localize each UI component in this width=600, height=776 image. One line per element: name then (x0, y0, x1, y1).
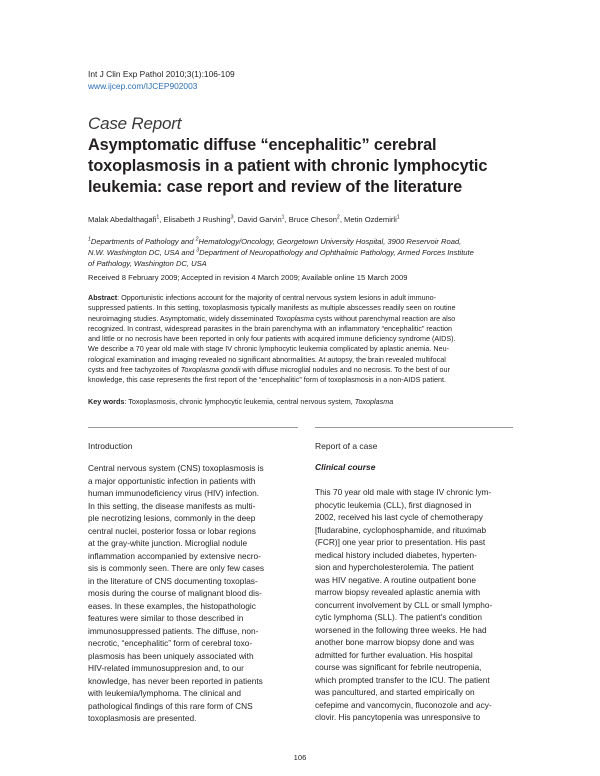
author-affiliation: 1 (396, 214, 400, 221)
intro-line: immunosuppressed patients. The diffuse, non- (88, 625, 259, 636)
journal-url-link[interactable]: www.ijcep.com (88, 81, 144, 91)
intro-line: In this setting, the disease manifests as multi- (88, 500, 256, 511)
author: Malak Abedalthagafi (88, 215, 157, 224)
author-affiliation: 3 (230, 214, 234, 221)
report-line: cytic lymphoma (SLL). The patient's condition (315, 612, 482, 622)
intro-line: plasmosis has been uniquely associated with (88, 650, 254, 661)
abstract-line: suppressed patients. In this setting, toxoplasmosis typically manifests as multiple abscesses readily seen on routine (88, 303, 456, 313)
abstract-line: We describe a 70 year old male with stage IV chronic lymphocytic leukemia complicated by aplastic anemia. Neu- (88, 344, 450, 354)
intro-line: in the literature of CNS documenting toxoplas- (88, 575, 258, 586)
author-affiliation: 1 (156, 214, 160, 221)
intro-line: necrotic, “encephalitic” form of cerebral toxo- (88, 638, 253, 648)
abstract-line: cysts and free tachyzoites of Toxoplasma gondii with diffuse microglial nodules and no necrosis. To the best of our (88, 365, 450, 375)
publication-dates: Received 8 February 2009; Accepted in revision 4 March 2009; Available online 15 March 2009 (88, 273, 408, 282)
report-line: admitted for further evaluation. His hospital (315, 649, 473, 660)
intro-line: a major opportunistic infection in patients with (88, 475, 256, 486)
clinical-course-heading: Clinical course (315, 462, 376, 472)
report-body (315, 486, 513, 724)
author: Elisabeth J Rushing (163, 215, 231, 224)
report-line: 2002, received his last cycle of chemotherapy (315, 512, 483, 522)
report-heading: Report of a case (315, 441, 378, 451)
report-line: clovir. His pancytopenia was unresponsive to (315, 712, 481, 722)
intro-line: inflammation accompanied by extensive necro- (88, 550, 261, 561)
report-line: concurrent involvement by CLL or small lympho- (315, 599, 493, 610)
abstract-line: rological examination and imaging revealed no significant abnormalities. At autopsy, the brain revealed multifocal (88, 354, 446, 364)
keywords-label: Key words (88, 397, 125, 406)
column-rule-left (88, 427, 298, 428)
report-line: phocytic leukemia (CLL), first diagnosed in (315, 499, 472, 510)
affiliation-line: of Pathology, Washington DC, USA (88, 259, 207, 268)
keywords: Key words: Toxoplasmosis, chronic lymphocytic leukemia, central nervous system, Toxoplasma (88, 397, 394, 406)
report-line: was pancultured, and started empirically on (315, 687, 475, 697)
article-title: Asymptomatic diffuse “encephalitic” cerebral toxoplasmosis in a patient with chronic lymphocytic leukemia: case report and review of the literature (88, 136, 488, 196)
abstract-line: Abstract: Opportunistic infections account for the majority of central nervous system lesions in adult immuno- (88, 293, 436, 302)
author-affiliation: 2 (336, 214, 340, 221)
report-line: course was significant for febrile neutropenia, (315, 662, 482, 672)
report-line: (FCR)] one year prior to presentation. His past (315, 537, 486, 547)
affiliation-line: $^1$Departments of Pathology and $^2$Hematology/Oncology, Georgetown University Hospital, 3900 Reservoir Road, (88, 236, 462, 246)
affiliation-line: N.W. Washington DC, USA and $^3$Department of Neuropathology and Ophthalmic Pathology, Armed Forces Institute (88, 247, 474, 257)
abstract-line: neuroimaging studies. Asymptomatic, widely disseminated Toxoplasma cysts without parenchymal reaction are also (88, 313, 456, 323)
author: Bruce Cheson (288, 215, 337, 224)
journal-url-line (88, 81, 197, 92)
report-line: This 70 year old male with stage IV chronic lym- (315, 487, 492, 497)
report-line: cefepime and vancomycin, fluconozole and acy- (315, 699, 492, 710)
intro-line: at the gray-white junction. Microglial nodule (88, 538, 248, 548)
abstract (88, 293, 513, 386)
author-affiliation: 1 (281, 214, 285, 221)
intro-line: sis is commonly seen. There are only few cases (88, 563, 264, 573)
page-number: 106 (293, 753, 307, 762)
column-rule-right (315, 427, 513, 428)
report-line: another bone marrow biopsy done and was (315, 637, 475, 647)
intro-line: features were similar to those described in (88, 613, 244, 623)
intro-line: knowledge, has never been reported in patients (88, 675, 263, 686)
author: Metin Ozdemirli (344, 215, 397, 224)
intro-line: pathological findings of this rare form of CNS (88, 700, 253, 711)
abstract-line: and little or no necrosis have been reported in only four patients with acquired immune deficiency syndrome (AIDS). (88, 334, 456, 344)
intro-line: Central nervous system (CNS) toxoplasmosis is (88, 463, 264, 473)
author-list: Malak Abedalthagafi$^1$, Elisabeth J Rushing$^3$, David Garvin$^1$, Bruce Cheson$^2$, Metin Ozdemirli$^1$ (88, 214, 400, 224)
citation: Int J Clin Exp Pathol 2010;3(1):106-109 (88, 69, 235, 79)
report-line: medical history included diabetes, hyperten- (315, 549, 477, 560)
report-line: [fludarabine, cyclophosphamide, and rituximab (315, 524, 487, 535)
report-line: worsened in the following three weeks. He had (315, 624, 487, 635)
report-line: which prompted transfer to the ICU. The patient (315, 674, 490, 685)
report-line: marrow biopsy revealed aplastic anemia with (315, 587, 481, 597)
intro-line: mosis during the course of malignant blood dis- (88, 588, 262, 598)
abstract-label: Abstract (88, 293, 118, 302)
intro-line: central nuclei, posterior fossa or lobar regions (88, 525, 256, 536)
abstract-line: recognized. In contrast, widespread parasites in the brain parenchyma with an inflammatory “encephalitic” reaction (88, 323, 452, 333)
introduction-heading: Introduction (88, 441, 133, 451)
introduction-body (88, 462, 298, 725)
intro-line: with leukemia/lymphoma. The clinical and (88, 688, 241, 698)
intro-line: ple necrotizing lesions, commonly in the deep (88, 513, 256, 523)
report-line: was HIV negative. A routine outpatient bone (315, 574, 476, 585)
intro-line: human immunodeficiency virus (HIV) infection. (88, 488, 260, 498)
intro-line: HIV-related immunosuppresion and, to our (88, 663, 244, 673)
intro-line: toxoplasmosis are presented. (88, 713, 197, 723)
intro-line: eases. In these examples, the histopathologic (88, 600, 256, 611)
abstract-line: knowledge, this case represents the first report of the “encephalitic” form of toxoplasmosis in a non-AIDS patient. (88, 375, 446, 385)
affiliations (88, 236, 528, 269)
report-line: sion and hypercholesterolemia. The patient (315, 562, 474, 572)
author: David Garvin (237, 215, 282, 224)
article-id[interactable]: /IJCEP902003 (143, 81, 198, 91)
article-type: Case Report (88, 114, 182, 133)
